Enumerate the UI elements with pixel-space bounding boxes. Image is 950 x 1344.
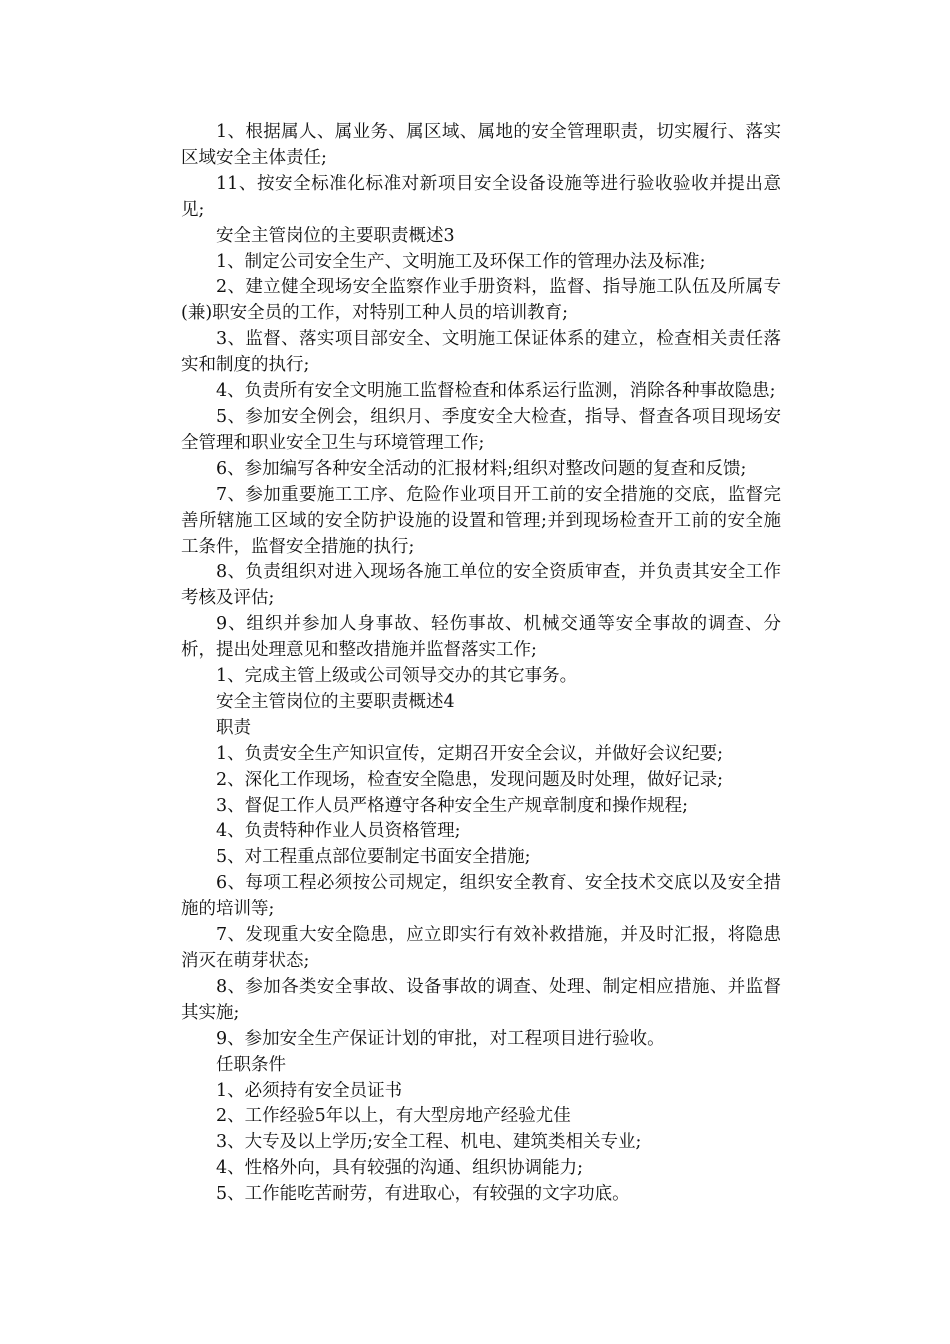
- paragraph: 5、工作能吃苦耐劳，有进取心，有较强的文字功底。: [216, 1184, 630, 1205]
- subsection-heading: 任职条件: [216, 1054, 286, 1075]
- paragraph: 4、负责特种作业人员资格管理;: [216, 821, 461, 842]
- paragraph: 3、督促工作人员严格遵守各种安全生产规章制度和操作规程;: [216, 795, 689, 816]
- section-heading: 安全主管岗位的主要职责概述4: [216, 691, 455, 712]
- paragraph: 1、完成主管上级或公司领导交办的其它事务。: [216, 666, 578, 687]
- document-body: [181, 120, 781, 1208]
- paragraph: 11、按安全标准化标准对新项目安全设备设施等进行验收验收并提出意见;: [181, 173, 781, 220]
- paragraph: 5、参加安全例会，组织月、季度安全大检查，指导、督查各项目现场安全管理和职业安全卫生与环境管理工作;: [181, 406, 781, 453]
- paragraph: 1、必须持有安全员证书: [216, 1080, 403, 1101]
- paragraph: 7、发现重大安全隐患，应立即实行有效补救措施，并及时汇报，将隐患消灭在萌芽状态;: [181, 925, 781, 971]
- paragraph: 2、深化工作现场，检查安全隐患，发现问题及时处理，做好记录;: [216, 769, 724, 790]
- paragraph: 1、根据属人、属业务、属区域、属地的安全管理职责，切实履行、落实区域安全主体责任;: [181, 122, 781, 168]
- paragraph: 1、制定公司安全生产、文明施工及环保工作的管理办法及标准;: [216, 251, 706, 272]
- paragraph: 6、参加编写各种安全活动的汇报材料;组织对整改问题的复查和反馈;: [216, 458, 747, 479]
- paragraph: 2、工作经验5年以上，有大型房地产经验尤佳: [216, 1106, 571, 1127]
- paragraph: 3、监督、落实项目部安全、文明施工保证体系的建立，检查相关责任落实和制度的执行;: [181, 329, 781, 376]
- section-heading: 安全主管岗位的主要职责概述3: [216, 225, 455, 246]
- paragraph: 1、负责安全生产知识宣传，定期召开安全会议，并做好会议纪要;: [216, 743, 724, 764]
- paragraph: 9、参加安全生产保证计划的审批，对工程项目进行验收。: [216, 1028, 665, 1049]
- paragraph: 3、大专及以上学历;安全工程、机电、建筑类相关专业;: [216, 1132, 642, 1153]
- paragraph: 5、对工程重点部位要制定书面安全措施;: [216, 847, 531, 868]
- paragraph: 4、负责所有安全文明施工监督检查和体系运行监测，消除各种事故隐患;: [216, 381, 776, 402]
- paragraph: 2、建立健全现场安全监察作业手册资料，监督、指导施工队伍及所属专(兼)职安全员的工作，对特别工种人员的培训教育;: [181, 277, 781, 324]
- paragraph: 4、性格外向，具有较强的沟通、组织协调能力;: [216, 1158, 584, 1179]
- paragraph: 6、每项工程必须按公司规定，组织安全教育、安全技术交底以及安全措施的培训等;: [181, 873, 781, 920]
- paragraph: 7、参加重要施工工序、危险作业项目开工前的安全措施的交底，监督完善所辖施工区域的安全防护设施的设置和管理;并到现场检查开工前的安全施工条件，监督安全措施的执行;: [181, 484, 781, 557]
- paragraph: 9、组织并参加人身事故、轻伤事故、机械交通等安全事故的调查、分析，提出处理意见和整改措施并监督落实工作;: [181, 614, 781, 661]
- paragraph: 8、参加各类安全事故、设备事故的调查、处理、制定相应措施、并监督其实施;: [181, 976, 781, 1023]
- paragraph: 8、负责组织对进入现场各施工单位的安全资质审查，并负责其安全工作考核及评估;: [181, 562, 781, 609]
- subsection-heading: 职责: [216, 717, 251, 738]
